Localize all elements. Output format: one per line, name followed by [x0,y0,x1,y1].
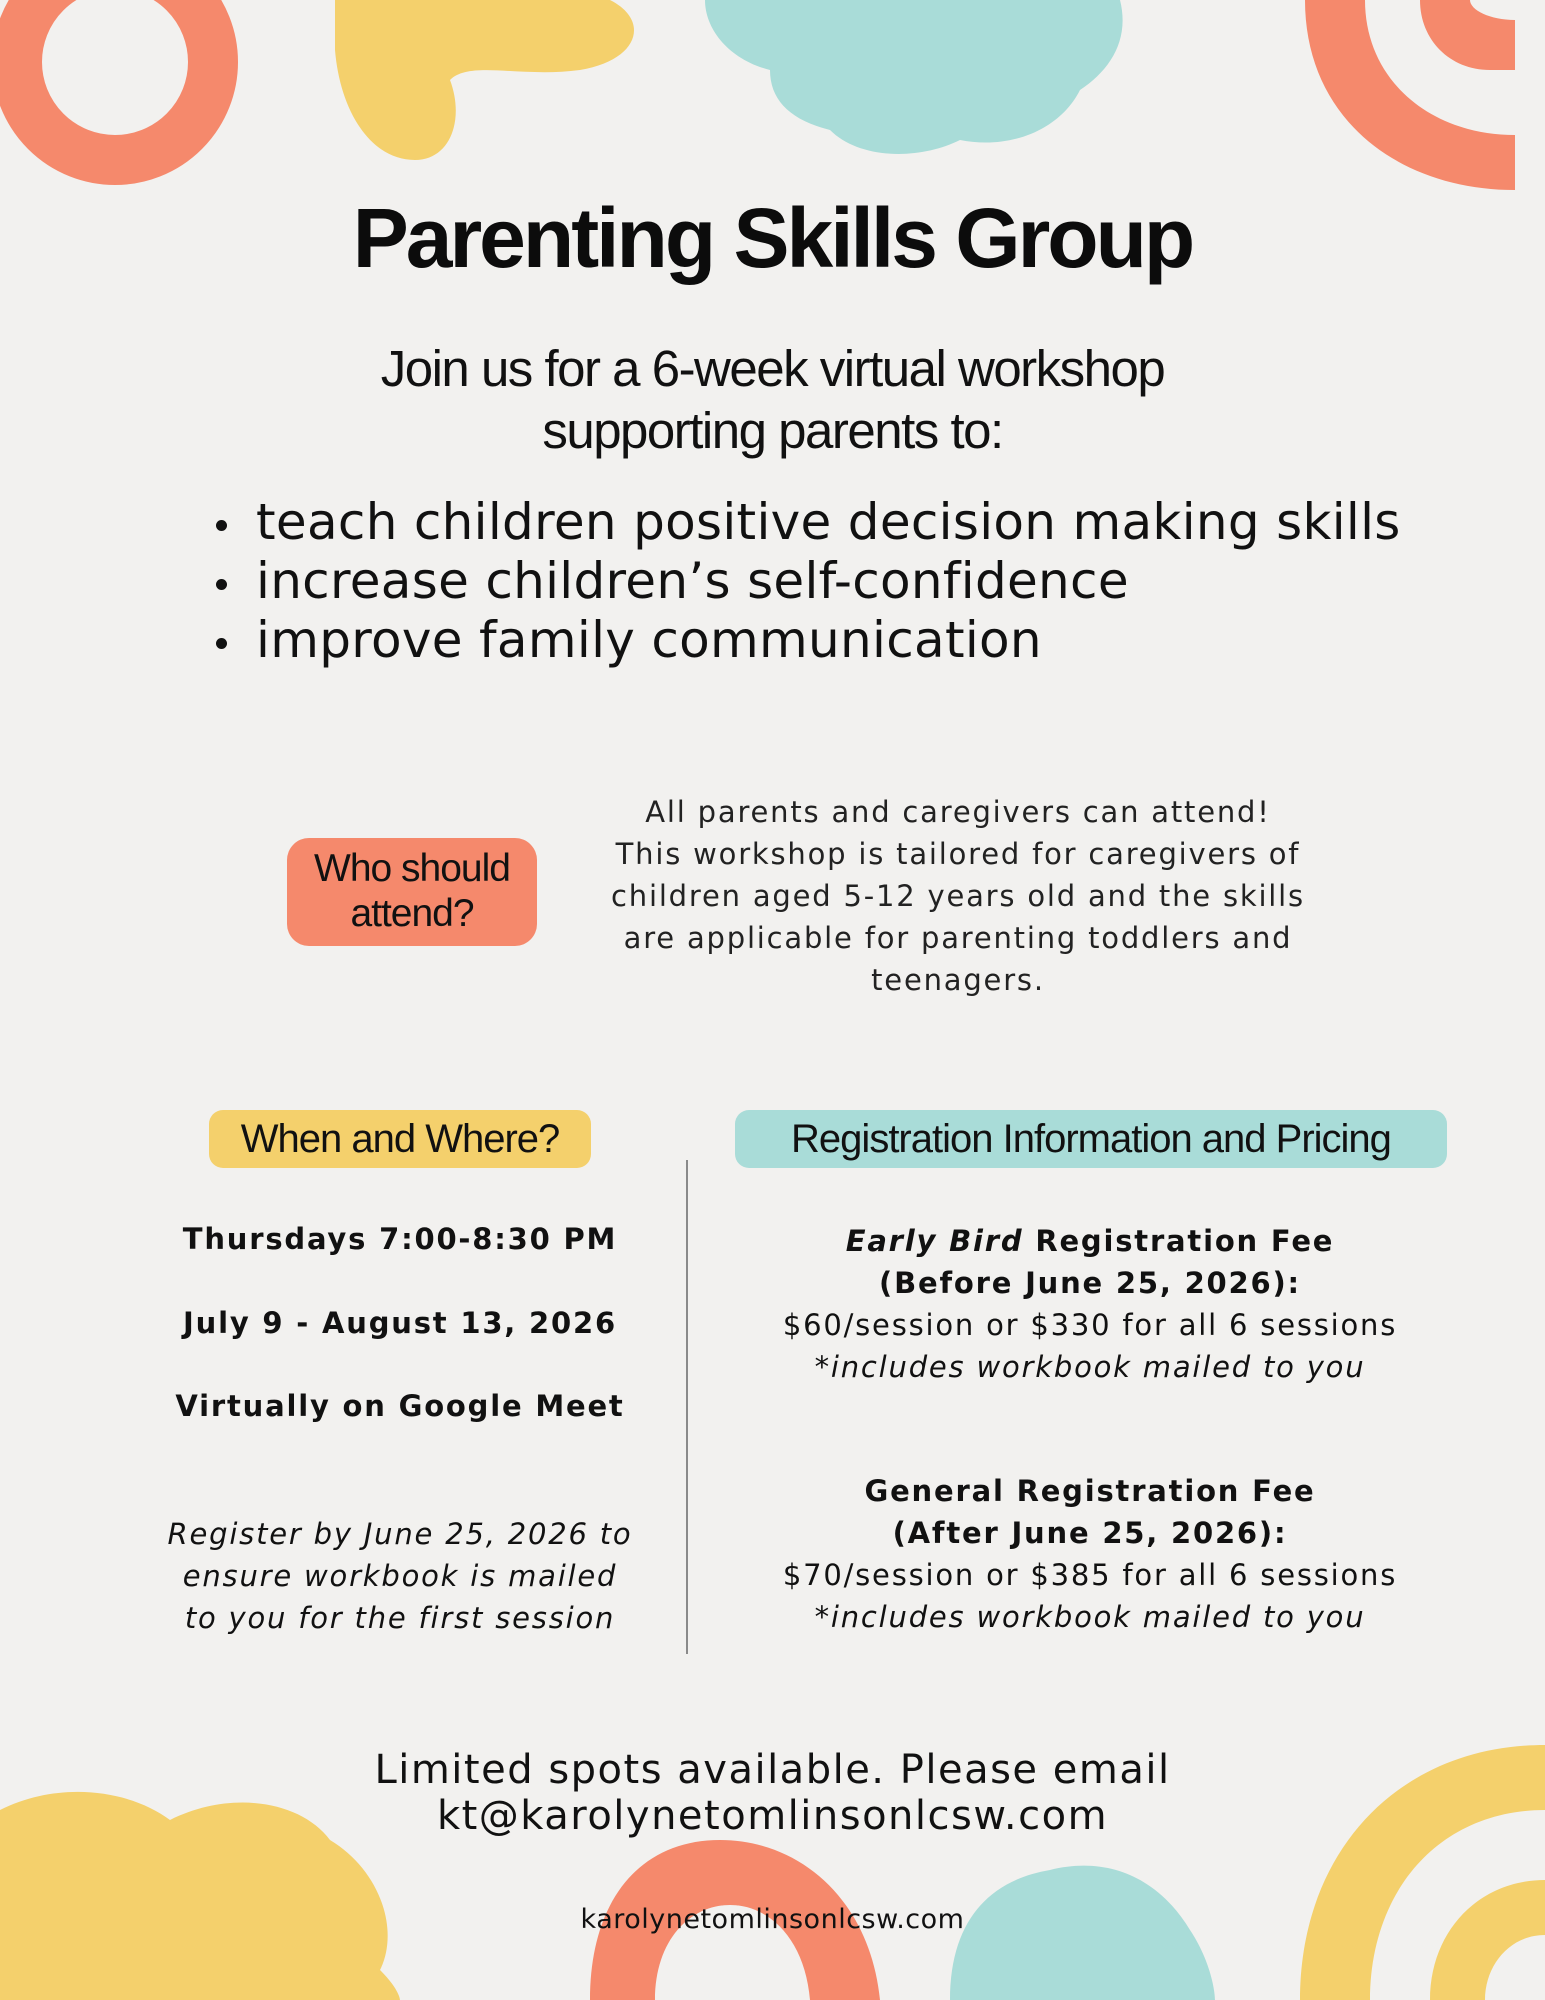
website-link[interactable]: karolynetomlinsonlcsw.com [580,1904,965,1935]
general-note: *includes workbook mailed to you [814,1600,1366,1634]
general-deadline: (After June 25, 2026): [892,1516,1288,1550]
goal-item: teach children positive decision making skills [210,493,1401,552]
who-line: are applicable for parenting toddlers and [623,921,1293,955]
who-label-line-1: Who should [314,847,510,890]
register-by-note [120,1513,680,1639]
early-bird-title [740,1220,1440,1262]
who-line: This workshop is tailored for caregivers of [615,837,1301,871]
goal-item: improve family communication [210,611,1401,670]
coral-ring-top-left [17,0,213,160]
yellow-petal-shape [335,0,634,160]
who-label-line-2: attend? [350,892,474,935]
page-title: Parenting Skills Group [352,191,1193,285]
contact-email[interactable]: kt@karolynetomlinsonlcsw.com [436,1793,1109,1839]
limited-spots-line: Limited spots available. Please email [374,1747,1171,1793]
goal-item: increase children’s self-confidence [210,552,1401,611]
register-note-line: Register by June 25, 2026 to [167,1517,633,1551]
who-line: teenagers. [871,963,1045,997]
who-line: All parents and caregivers can attend! [645,795,1271,829]
early-bird-note: *includes workbook mailed to you [814,1350,1366,1384]
register-note-line: ensure workbook is mailed [182,1559,618,1593]
who-description [578,791,1338,1001]
who-should-attend-label [287,838,537,946]
coral-arc-top-right-inner [1420,0,1515,70]
early-bird-title-italic: Early Bird [845,1224,1024,1258]
subtitle-line-1: Join us for a 6-week virtual workshop [380,340,1165,397]
general-title: General Registration Fee [864,1474,1316,1508]
yellow-arc-bottom-right-inner [1430,1880,1545,2000]
subtitle-line-2: supporting parents to: [542,402,1003,459]
goals-list [210,493,1401,670]
column-divider [686,1160,688,1654]
session-location: Virtually on Google Meet [175,1389,625,1423]
early-bird-deadline: (Before June 25, 2026): [879,1266,1301,1300]
session-day-time: Thursdays 7:00-8:30 PM [182,1222,618,1256]
teal-blob-top [705,0,1123,154]
register-note-line: to you for the first session [184,1601,616,1635]
when-where-label: When and Where? [209,1110,591,1168]
limited-spots-notice [0,1747,1545,1839]
general-price: $70/session or $385 for all 6 sessions [782,1558,1398,1592]
who-line: children aged 5-12 years old and the skills [611,879,1305,913]
general-pricing [740,1470,1440,1638]
session-dates: July 9 - August 13, 2026 [183,1306,617,1340]
subtitle [0,338,1545,462]
early-bird-price: $60/session or $330 for all 6 sessions [782,1308,1398,1342]
early-bird-pricing [740,1220,1440,1388]
registration-label: Registration Information and Pricing [735,1110,1447,1168]
early-bird-title-rest: Registration Fee [1023,1224,1335,1258]
